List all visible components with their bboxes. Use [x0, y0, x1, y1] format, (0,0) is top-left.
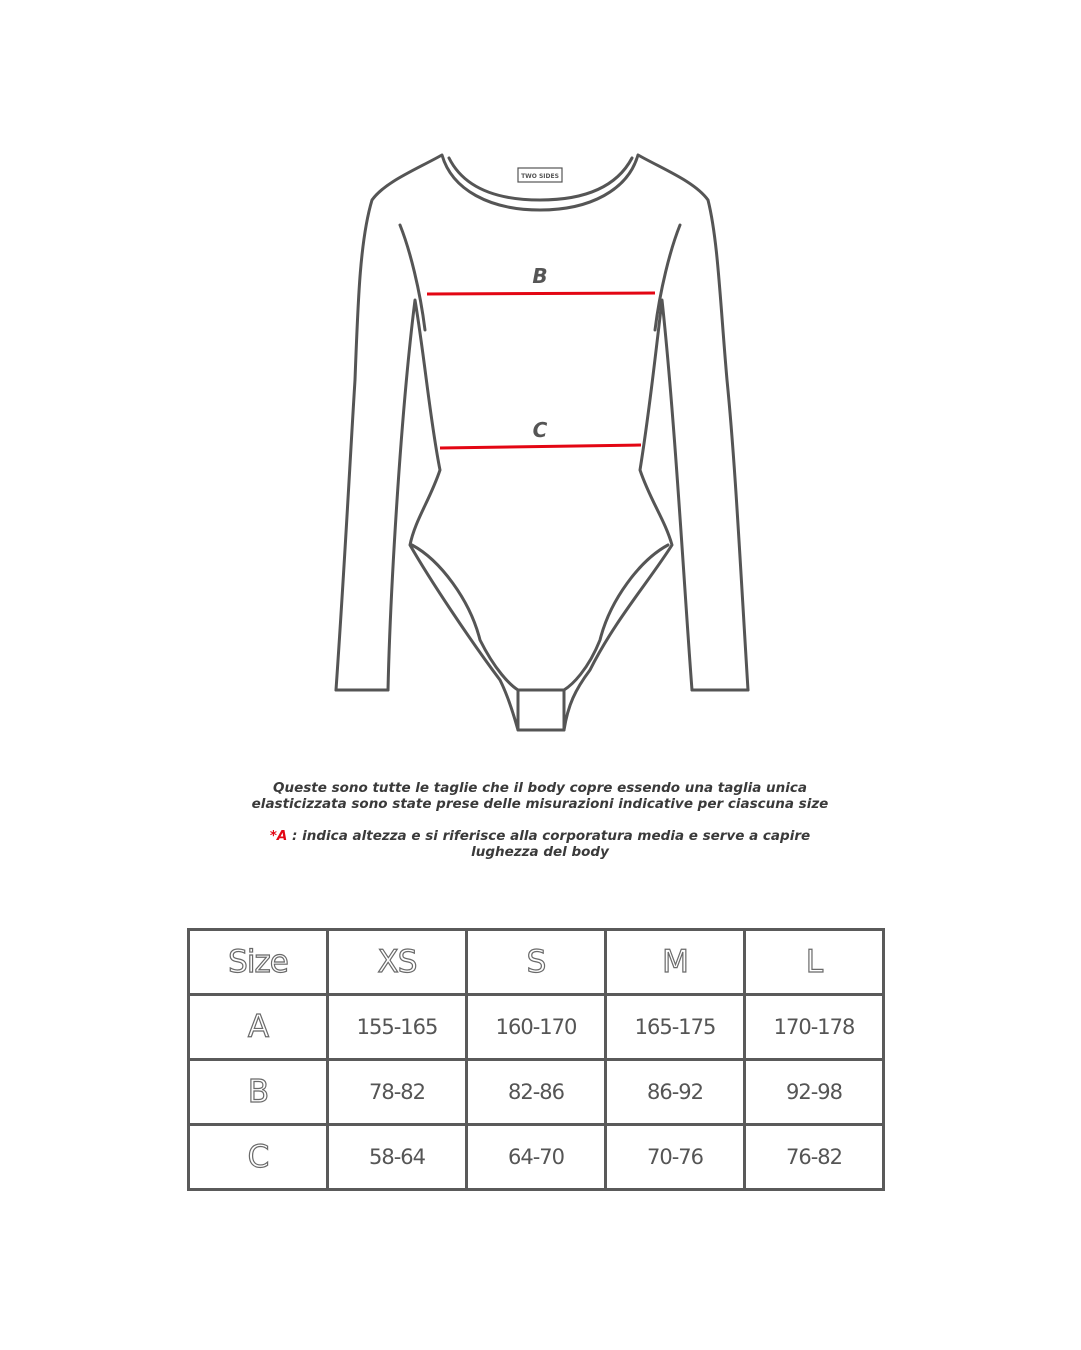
size-table [187, 928, 885, 1191]
table-cell: 92-98 [745, 1060, 884, 1125]
table-cell: 64-70 [467, 1125, 606, 1190]
footnote-line-2: lughezza del body [471, 844, 609, 860]
leg-opening-right [564, 545, 668, 690]
table-cell: 86-92 [606, 1060, 745, 1125]
table-row [189, 1060, 884, 1125]
intro-line-2: elasticizzata sono state prese delle misurazioni indicative per ciascuna size [251, 796, 829, 812]
row-label-a: A [189, 995, 328, 1060]
crotch-gusset [518, 690, 564, 730]
table-row [189, 1125, 884, 1190]
header-l: L [745, 930, 884, 995]
table-cell: 58-64 [328, 1125, 467, 1190]
brand-label [518, 168, 562, 182]
header-xs: XS [328, 930, 467, 995]
header-s: S [467, 930, 606, 995]
table-row [189, 995, 884, 1060]
table-header-row [189, 930, 884, 995]
measure-label-c: C [532, 418, 548, 442]
table-cell: 78-82 [328, 1060, 467, 1125]
header-m: M [606, 930, 745, 995]
intro-line-1: Queste sono tutte le taglie che il body copre essendo una taglia unica [272, 780, 808, 796]
row-label-b: B [189, 1060, 328, 1125]
measure-line-c [440, 445, 641, 448]
right-sleeve-seam [655, 225, 680, 330]
footnote-marker: *A [269, 828, 288, 844]
footnote [90, 828, 990, 860]
table-cell: 155-165 [328, 995, 467, 1060]
measure-label-b: B [532, 264, 548, 288]
row-label-c: C [189, 1125, 328, 1190]
table-cell: 160-170 [467, 995, 606, 1060]
table-cell: 70-76 [606, 1125, 745, 1190]
table-cell: 170-178 [745, 995, 884, 1060]
leg-opening-left [412, 545, 518, 690]
brand-logo-text: TWO SIDES [521, 173, 559, 180]
intro-note [90, 780, 990, 812]
table-cell: 165-175 [606, 995, 745, 1060]
measure-line-b [427, 293, 655, 294]
footnote-text: : indica altezza e si riferisce alla corporatura media e serve a capire [287, 828, 811, 844]
bodysuit-outline [336, 155, 748, 730]
table-cell: 82-86 [467, 1060, 606, 1125]
header-size: Size [189, 930, 328, 995]
table-cell: 76-82 [745, 1125, 884, 1190]
